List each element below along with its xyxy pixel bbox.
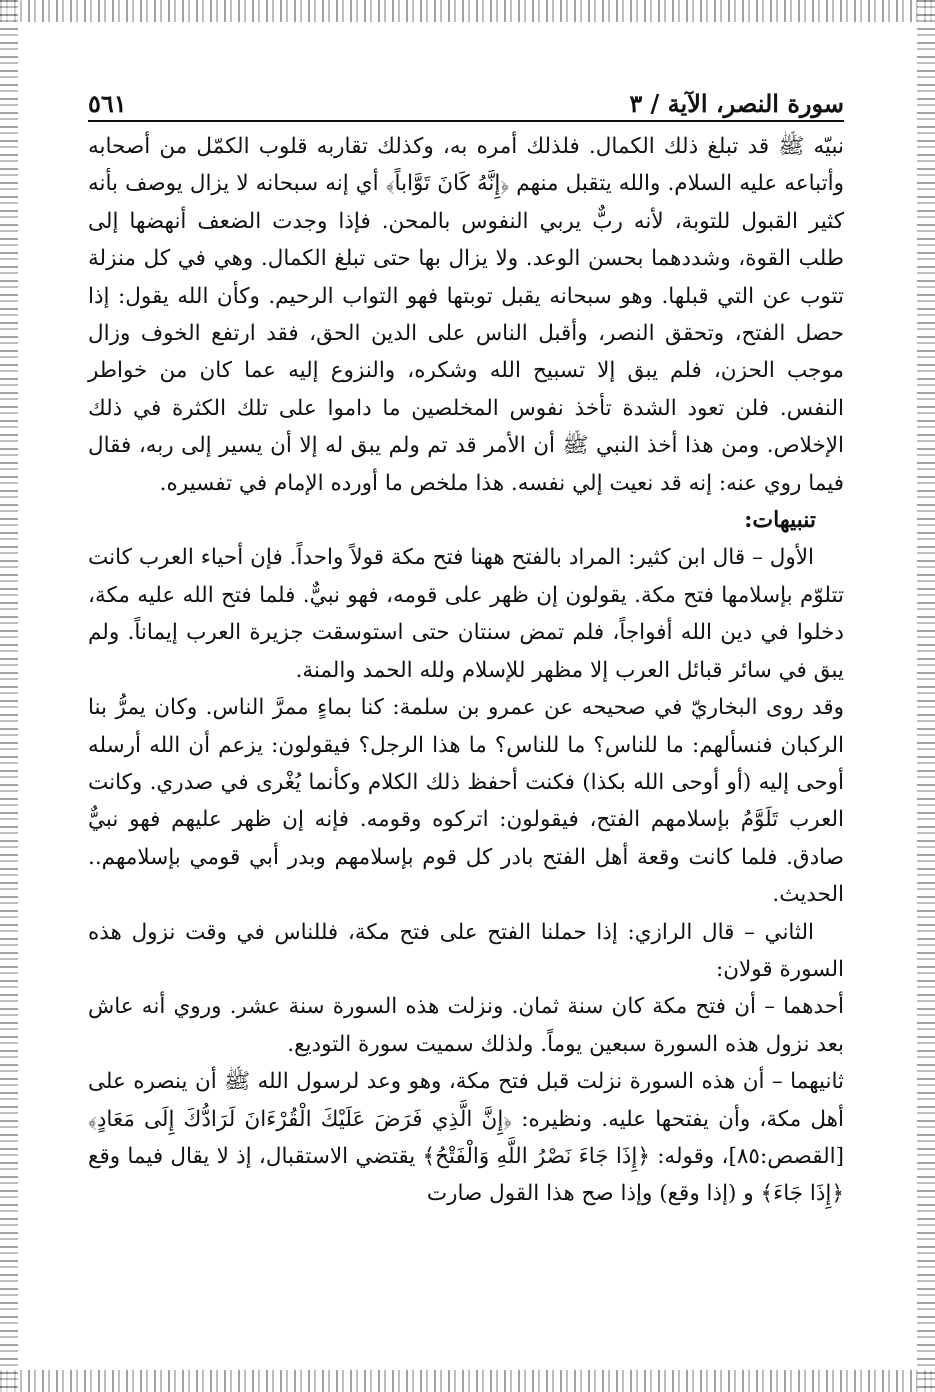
page-body: [88, 128, 844, 1213]
page-header: [88, 76, 844, 122]
paragraph: وقد روى البخاريّ في صحيحه عن عمرو بن سلمة: كنا بماءٍ ممرَّ الناس. وكان يمرُّ بنا الركبان فنسألهم: ما للناس؟ ما للناس؟ ما هذا الرجل؟ فيقولون: يزعم أن الله أرسله أوحى إليه (أو أوحى الله بكذا) فكنت أحفظ ذلك الكلام وكأنما يُغْرى في صدري. وكانت العرب تَلَوَّمُ بإسلامهم الفتح، فيقولون: اتركوه وقومه. فإنه إن ظهر عليهم فهو نبيٌّ صادق. فلما كانت وقعة أهل الفتح بادر كل قوم بإسلامهم وبدر أبي قومي بإسلامهم.. الحديث.: [88, 695, 844, 908]
paragraph: نبيّه ﷺ قد تبلغ ذلك الكمال. فلذلك أمره به، وكذلك تقاربه قلوب الكمّل من أصحابه وأتباعه عليه السلام. والله يتقبل منهم ﴿إِنَّهُ كَانَ تَوَّاباً﴾ أي إنه سبحانه لا يزال يوصف بأنه كثير القبول للتوبة، لأنه ربٌّ يربي النفوس بالمحن. فإذا وجدت الضعف أنهضها إلى طلب القوة، وشددهما بحسن الوعد. ولا يزال بها حتى تبلغ الكمال. وهي في كل منزلة تتوب عن التي قبلها. وهو سبحانه يقبل توبتها فهو التواب الرحيم. وكأن الله يقول: إذا حصل الفتح، وتحقق النصر، وأقبل الناس على الدين الحق، فقد ارتفع الخوف وزال موجب الحزن، فلم يبق إلا تسبيح الله وشكره، والنزوع إليه عما كان من خواطر النفس. فلن تعود الشدة تأخذ نفوس المخلصين ما داموا على تلك الكثرة في ذلك الإخلاص. ومن هذا أخذ النبي ﷺ أن الأمر قد تم ولم يبق له إلا أن يسير إلى ربه، فقال فيما روي عنه: إنه قد نعيت إلي نفسه. هذا ملخص ما أورده الإمام في تفسيره.: [88, 134, 844, 496]
book-page: [88, 76, 844, 1316]
running-title: سورة النصر، الآية / ٣: [629, 89, 844, 118]
page-number: ٥٦١: [88, 89, 127, 118]
paragraph: الثاني – قال الرازي: إذا حملنا الفتح على فتح مكة، فللناس في وقت نزول هذه السورة قولان:: [88, 919, 844, 982]
decorative-border-left: [0, 0, 18, 1392]
paragraph: ثانيهما – أن هذه السورة نزلت قبل فتح مكة، وهو وعد لرسول الله ﷺ أن ينصره على أهل مكة، وأن يفتحها عليه. ونظيره: ﴿إِنَّ الَّذِي فَرَضَ عَلَيْكَ الْقُرْءَانَ لَرَادُّكَ إِلَى مَعَادٍ﴾ [القصص:٨٥]، وقوله: ﴿إِذَا جَاءَ نَصْرُ اللَّهِ وَالْفَتْحُ﴾ يقتضي الاستقبال، إذ لا يقال فيما وقع ﴿إِذَا جَاءَ﴾ و (إذا وقع) وإذا صح هذا القول صارت: [88, 1069, 844, 1207]
decorative-border-right: [917, 0, 935, 1392]
decorative-border-bottom: [0, 1370, 935, 1392]
paragraph: أحدهما – أن فتح مكة كان سنة ثمان. ونزلت هذه السورة سنة عشر. وروي أنه عاش بعد نزول هذه السورة سبعين يوماً. ولذلك سميت سورة التوديع.: [88, 994, 845, 1057]
paragraph: الأول – قال ابن كثير: المراد بالفتح ههنا فتح مكة قولاً واحداً. فإن أحياء العرب كانت تتلوّم بإسلامها فتح مكة. يقولون إن ظهر على قومه، فهو نبيٌّ. فلما فتح الله عليه مكة، دخلوا في دين الله أفواجاً، فلم تمض سنتان حتى استوسقت جزيرة العرب إيماناً. ولم يبق في سائر قبائل العرب إلا مظهر للإسلام ولله الحمد والمنة.: [88, 545, 844, 683]
decorative-border-top: [0, 0, 935, 22]
section-heading: تنبيهات:: [744, 507, 816, 534]
